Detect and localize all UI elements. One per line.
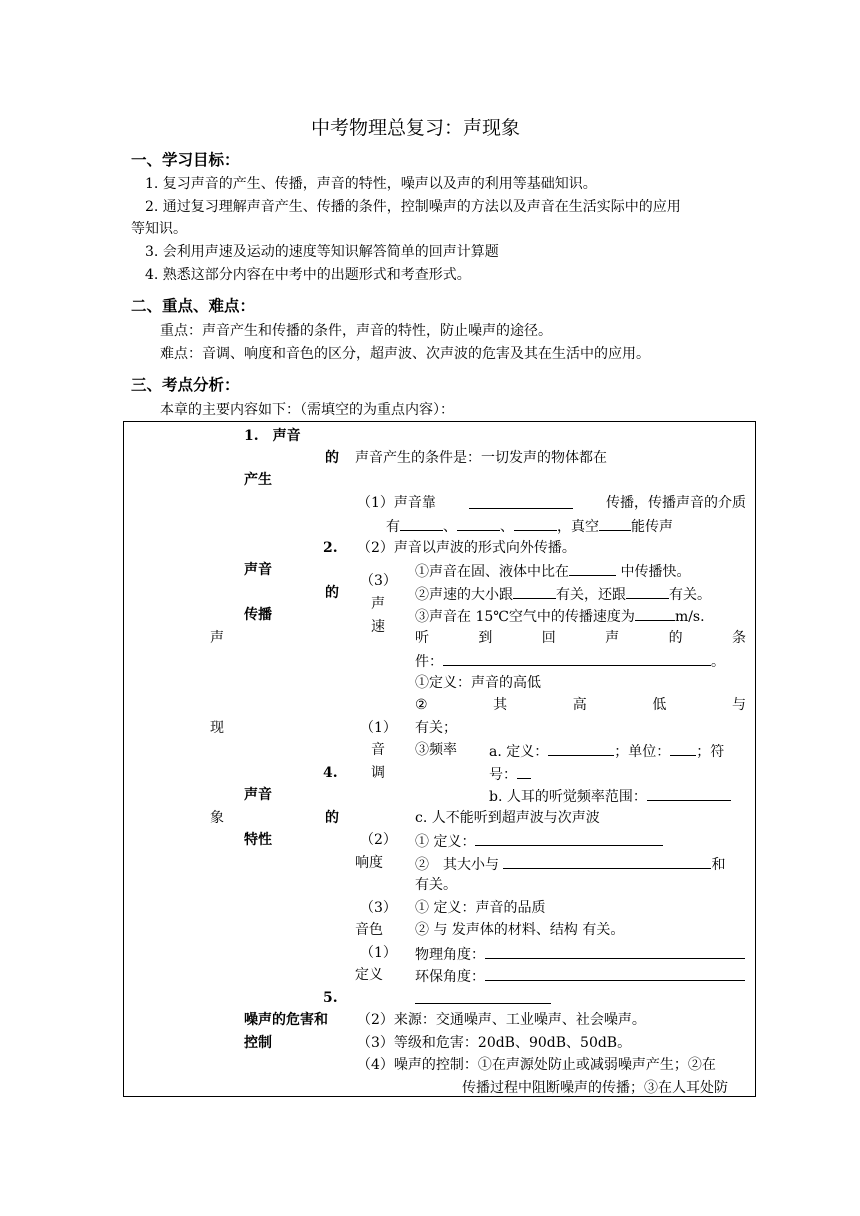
loudness-label-num: （2） (360, 832, 397, 848)
frequency-definition: a. 定义： ；单位： ；符 (489, 744, 725, 760)
topic-5-number: 5. (323, 990, 338, 1006)
root-char-3: 象 (210, 810, 224, 826)
pitch-factor-line: ② 其 高 低 与 (415, 697, 746, 713)
topic-2-name-cont: 传播 (244, 607, 272, 623)
blank-vacuum (599, 518, 631, 531)
speed-item-1: ①声音在固、液体中比在 中传播快。 (415, 564, 691, 580)
blank-noise-env-2 (415, 991, 551, 1004)
pitch-label-num: （1） (360, 720, 397, 736)
section-heading-key-points: 二、重点、难点： (131, 297, 256, 315)
propagation-medium-line-2: 有 、 、 ，真空 能传声 (386, 519, 673, 535)
topic-5-name: 噪声的危害和 (244, 1012, 328, 1028)
topic-1-title: 1. 声音 (244, 428, 301, 444)
blank-speed-factor-1 (513, 586, 556, 599)
goal-item-2-cont: 等知识。 (131, 221, 187, 237)
speed-item-3: ③声音在 15℃空气中的传播速度为 m/s. (415, 609, 705, 625)
blank-medium-1 (469, 496, 573, 509)
blank-speed-factor-2 (626, 586, 669, 599)
timbre-definition: ① 定义：声音的品质 (415, 900, 546, 916)
blank-speed-value (635, 608, 675, 621)
noise-source: （2）来源：交通噪声、工业噪声、社会噪声。 (357, 1012, 646, 1028)
topic-4-de: 的 (325, 810, 339, 826)
blank-frequency-symbol (517, 766, 531, 779)
pitch-factor-end: 有关； (415, 720, 457, 736)
echo-condition-line-2: 件： 。 (415, 654, 725, 670)
loudness-factor-end: 有关。 (415, 877, 457, 893)
hearing-range: b. 人耳的听觉频率范围： (489, 788, 731, 804)
pitch-label-char-1: 音 (371, 742, 385, 758)
blank-hearing-range (647, 788, 731, 801)
analysis-intro: 本章的主要内容如下：（需填空的为重点内容）： (160, 402, 454, 418)
blank-medium-liquid (457, 518, 500, 531)
frequency-label: ③频率 (415, 742, 457, 758)
blank-medium-solid (400, 518, 443, 531)
speed-label-char-2: 速 (371, 619, 385, 635)
goal-item-1: 1. 复习声音的产生、传播，声音的特性，噪声以及声的利用等基础知识。 (145, 176, 597, 192)
noise-def-label-text: 定义 (355, 967, 383, 983)
blank-speed-medium (569, 563, 616, 576)
blank-noise-env-1 (485, 968, 745, 981)
topic-2-de: 的 (325, 585, 339, 601)
noise-control-2: 传播过程中阻断噪声的传播；③在人耳处防 (462, 1080, 728, 1096)
frequency-symbol: 号： (489, 766, 531, 782)
loudness-label-text: 响度 (355, 855, 383, 871)
echo-condition-line-1: 听 到 回 声 的 条 (415, 630, 746, 646)
goal-item-4: 4. 熟悉这部分内容在中考中的出题形式和考查形式。 (145, 267, 471, 283)
goal-item-3: 3. 会利用声速及运动的速度等知识解答简单的回声计算题 (145, 244, 499, 260)
loudness-factor: ② 其大小与 和 (415, 857, 726, 873)
sound-wave-text: （2）声音以声波的形式向外传播。 (357, 540, 576, 556)
blank-noise-physics (485, 946, 745, 959)
section-heading-goals: 一、学习目标： (131, 151, 240, 169)
blank-echo-condition (443, 653, 711, 666)
speed-label-char-1: 声 (371, 596, 385, 612)
topic-1-de: 的 (325, 450, 339, 466)
pitch-label-char-2: 调 (371, 765, 385, 781)
loudness-definition: ① 定义： (415, 833, 663, 849)
blank-frequency-unit (670, 743, 696, 756)
goal-item-2: 2. 通过复习理解声音产生、传播的条件，控制噪声的方法以及声音在生活实际中的应用 (145, 199, 681, 215)
blank-loudness-definition (475, 833, 663, 846)
timbre-label-text: 音色 (355, 922, 383, 938)
section-heading-analysis: 三、考点分析： (131, 376, 240, 394)
blank-frequency-definition (548, 743, 614, 756)
speed-item-2: ②声速的大小跟 有关，还跟 有关。 (415, 587, 711, 603)
root-char-2: 现 (210, 720, 224, 736)
propagation-medium-text-a: （1）声音靠 (357, 495, 436, 511)
blank-medium-gas (514, 518, 557, 531)
noise-control-1: （4）噪声的控制：①在声源处防止或减弱噪声产生；②在 (357, 1057, 716, 1073)
speed-label-num: （3） (360, 573, 397, 589)
topic-1-title-cont: 产生 (244, 472, 272, 488)
noise-env-definition: 环保角度： (415, 968, 745, 984)
topic-2-name: 声音 (244, 562, 272, 578)
document-title: 中考物理总复习：声现象 (311, 117, 521, 139)
topic-4-name: 声音 (244, 787, 272, 803)
noise-level: （3）等级和危害：20dB、90dB、50dB。 (357, 1035, 632, 1051)
blank-loudness-factor (503, 856, 711, 869)
topic-5-name-cont: 控制 (244, 1035, 272, 1051)
root-char-1: 声 (210, 630, 224, 646)
sound-production-condition: 声音产生的条件是：一切发声的物体都在 (355, 450, 607, 466)
noise-physics-definition: 物理角度： (415, 946, 745, 962)
topic-4-name-cont: 特性 (244, 832, 272, 848)
propagation-medium-line-1 (357, 496, 746, 510)
timbre-label-num: （3） (360, 900, 397, 916)
key-point-text: 重点：声音产生和传播的条件，声音的特性，防止噪声的途径。 (160, 323, 552, 339)
ultrasound-note: c. 人不能听到超声波与次声波 (415, 810, 600, 826)
topic-2-number: 2. (323, 540, 338, 556)
difficult-point-text: 难点：音调、响度和音色的区分，超声波、次声波的危害及其在生活中的应用。 (160, 346, 650, 362)
propagation-medium-text-b: 传播，传播声音的介质 (605, 495, 746, 511)
pitch-definition: ①定义：声音的高低 (415, 675, 541, 691)
topic-4-number: 4. (323, 765, 338, 781)
noise-def-label-num: （1） (360, 945, 397, 961)
timbre-factor: ② 与 发声体的材料、结构 有关。 (415, 922, 625, 938)
noise-env-definition-cont (415, 991, 551, 1007)
